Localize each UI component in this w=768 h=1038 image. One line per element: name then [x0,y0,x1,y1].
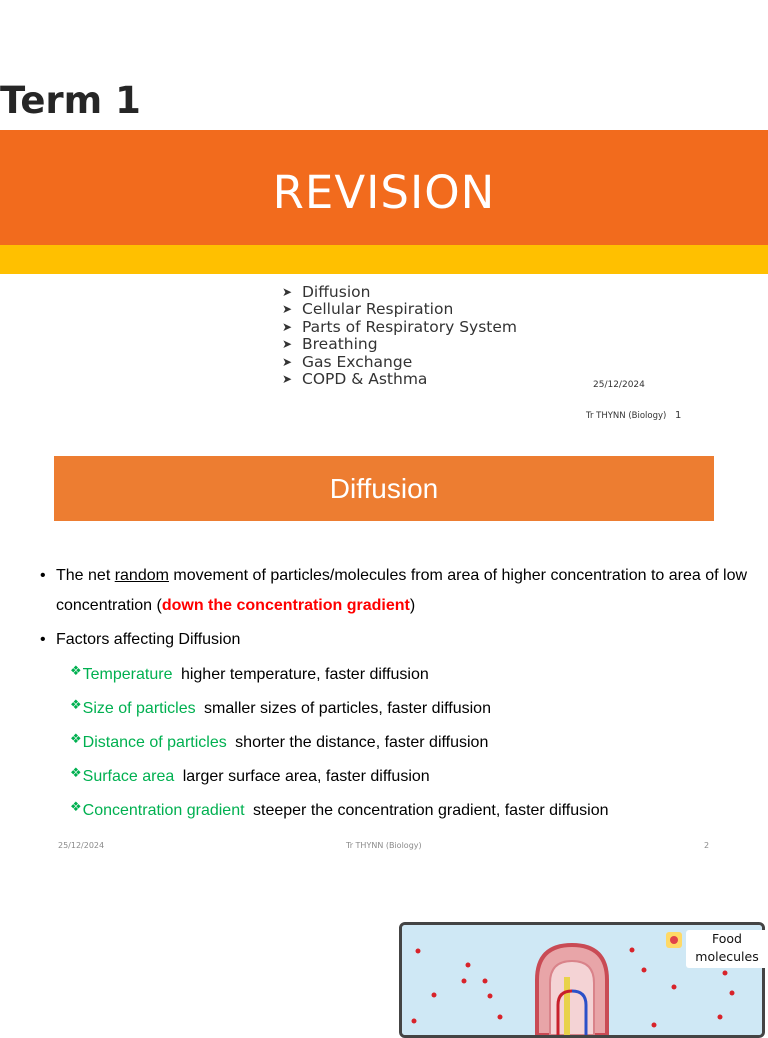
revision-title: REVISION [272,166,496,219]
term-heading: Term 1 [0,79,141,122]
slide1-page-number: 1 [675,410,682,421]
factor-item: ❖Size of particles smaller sizes of particles, faster diffusion [70,697,491,717]
diffusion-title: Diffusion [329,473,439,504]
bullet-dot-icon: • [40,631,46,648]
slide2-date: 25/12/2024 [58,841,105,850]
factors-bullet: • Factors affecting Diffusion [40,628,240,652]
slide1-footer: Tr THYNN (Biology) [586,411,667,421]
concentration-gradient-highlight: down the concentration gradient [161,597,410,614]
factor-item: ❖Distance of particles shorter the distance, faster diffusion [70,731,489,751]
underlined-word: random [114,567,169,584]
arrow-bullet-icon: ➤ [282,372,293,387]
bullet-dot-icon: • [40,567,46,584]
slide1-date: 25/12/2024 [593,380,645,390]
slide2-page-number: 2 [704,841,710,850]
food-molecule-icon [666,932,682,948]
topic-item: ➤ Parts of Respiratory System [282,317,518,336]
diamond-bullet-icon: ❖ [70,799,82,814]
diamond-bullet-icon: ❖ [70,765,82,780]
diamond-bullet-icon: ❖ [70,663,82,678]
factor-item: ❖Concentration gradient steeper the concentration gradient, faster diffusion [70,799,609,819]
topic-list [282,284,517,388]
factor-item: ❖Surface area larger surface area, faster diffusion [70,765,430,785]
topic-item: ➤ Cellular Respiration [282,300,454,319]
arrow-bullet-icon: ➤ [282,285,293,299]
arrow-bullet-icon: ➤ [282,337,293,352]
arrow-bullet-icon: ➤ [282,319,293,334]
diamond-bullet-icon: ❖ [70,697,82,712]
topic-item: ➤ Gas Exchange [282,352,413,371]
factor-item: ❖Temperature higher temperature, faster diffusion [70,663,429,683]
topic-item: ➤ Breathing [282,335,378,354]
definition-bullet: • The net random movement of particles/molecules from area of higher concentration to area of low concentration (down the concentration gradient) [40,561,750,621]
slide2-footer: Tr THYNN (Biology) [346,841,422,850]
topic-item: ➤ COPD & Asthma [282,370,428,389]
food-molecules-label: Food molecules [686,930,768,968]
revision-stripe [0,245,768,274]
arrow-bullet-icon: ➤ [282,354,293,369]
arrow-bullet-icon: ➤ [282,302,293,317]
topic-item: ➤ Diffusion [282,283,371,301]
diamond-bullet-icon: ❖ [70,731,82,746]
